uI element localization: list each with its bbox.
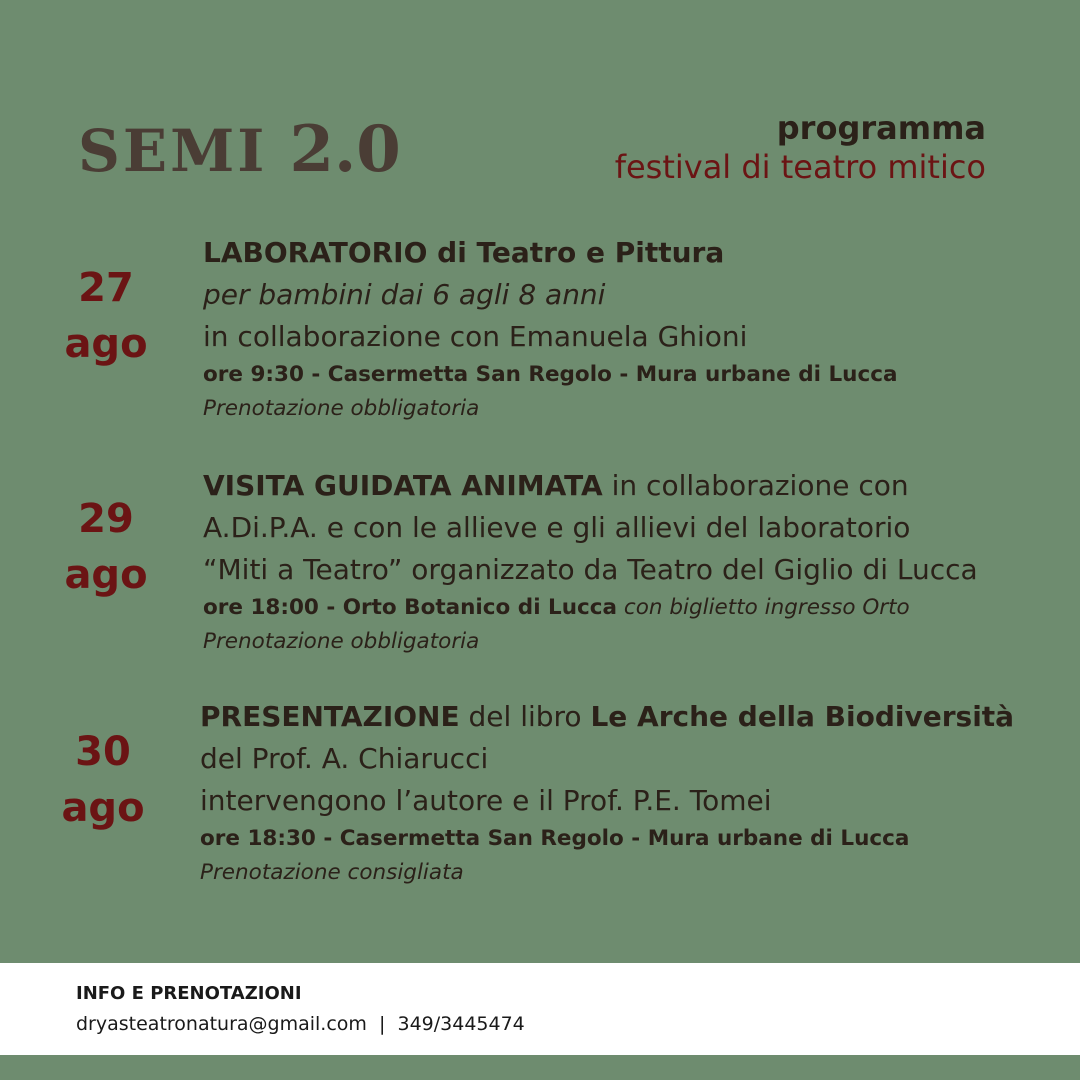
- event-line3: intervengono l’autore e il Prof. P.E. Tomei: [200, 784, 772, 817]
- event-time-place: ore 18:30 - Casermetta San Regolo - Mura urbane di Lucca: [200, 826, 910, 851]
- event-date: [56, 260, 156, 372]
- event-details: [203, 465, 978, 659]
- event-audience: per bambini dai 6 agli 8 anni: [203, 278, 606, 311]
- programma-title: programma: [776, 109, 986, 147]
- event-booking: Prenotazione obbligatoria: [203, 629, 480, 654]
- event-book-title: Le Arche della Biodiversità: [590, 700, 1015, 733]
- logo-word-semi: SEMI: [78, 117, 268, 185]
- event-time-place-line: [203, 591, 978, 625]
- event-collab: in collaborazione con Emanuela Ghioni: [203, 320, 748, 353]
- event-booking: Prenotazione obbligatoria: [203, 396, 480, 421]
- event-day: 30: [75, 729, 131, 775]
- info-footer: [0, 963, 1080, 1055]
- event-month: ago: [64, 552, 148, 598]
- event-booking: Prenotazione consigliata: [200, 860, 464, 885]
- event-day: 27: [78, 265, 134, 311]
- contact-line[interactable]: dryasteatronatura@gmail.com | 349/3445474: [76, 1013, 525, 1035]
- festival-subtitle: festival di teatro mitico: [614, 148, 986, 186]
- logo-word-version: 2.0: [289, 112, 401, 187]
- event-title: LABORATORIO di Teatro e Pittura: [203, 236, 725, 269]
- event-month: ago: [61, 785, 145, 831]
- event-details: [203, 232, 897, 426]
- event-title: VISITA GUIDATA ANIMATA: [203, 469, 603, 502]
- event-time-place: ore 18:00 - Orto Botanico di Lucca: [203, 595, 618, 620]
- festival-logo: [78, 112, 401, 187]
- event-month: ago: [64, 321, 148, 367]
- event-line2: A.Di.P.A. e con le allieve e gli allievi del laboratorio: [203, 511, 911, 544]
- event-date: [53, 724, 153, 836]
- event-line2: del Prof. A. Chiarucci: [200, 742, 489, 775]
- info-heading: INFO E PRENOTAZIONI: [76, 983, 302, 1004]
- event-ticket-note: con biglietto ingresso Orto: [617, 595, 910, 620]
- event-details: [200, 696, 1014, 890]
- event-time-place: ore 9:30 - Casermetta San Regolo - Mura urbane di Lucca: [203, 362, 898, 387]
- page-header: [615, 108, 986, 186]
- event-title-line: [203, 465, 978, 507]
- event-line3: “Miti a Teatro” organizzato da Teatro del Giglio di Lucca: [203, 553, 978, 586]
- event-title-mid: del libro: [459, 700, 591, 733]
- event-title-rest: in collaborazione con: [602, 469, 909, 502]
- event-day: 29: [78, 496, 134, 542]
- event-title-line: [200, 696, 1014, 738]
- event-date: [56, 491, 156, 603]
- event-title: PRESENTAZIONE: [200, 700, 460, 733]
